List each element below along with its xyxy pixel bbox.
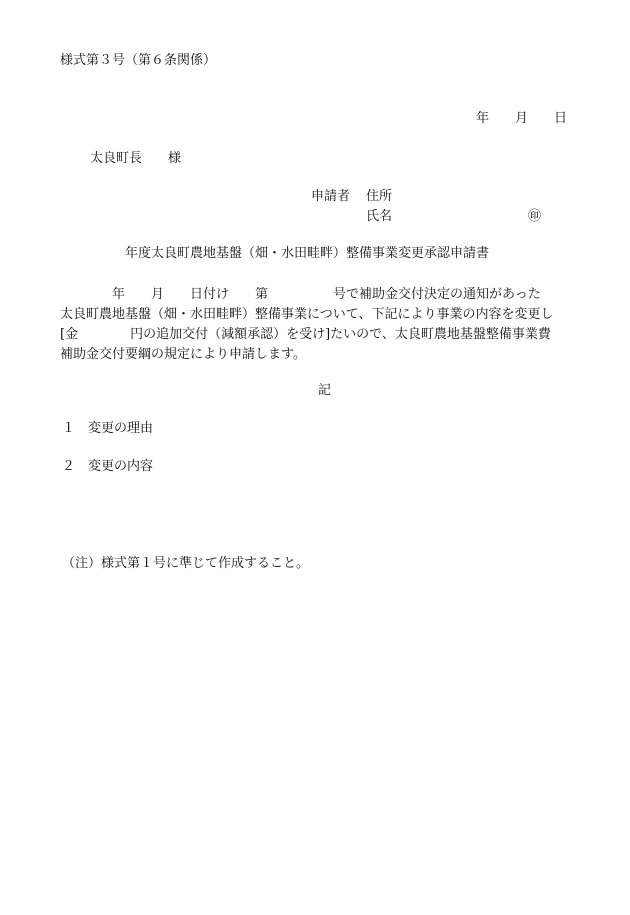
- document-title: 年度太良町農地基盤（畑・水田畦畔）整備事業変更承認申請書: [125, 246, 490, 261]
- body-line: 太良町農地基盤（畑・水田畦畔）整備事業について、下記により事業の内容を変更し: [60, 307, 554, 322]
- name-label: 氏名: [366, 209, 393, 224]
- applicant-block: [311, 190, 551, 226]
- ki-heading: 記: [318, 383, 332, 398]
- application-date: 年 月 日: [476, 111, 568, 126]
- list-item-content: ２ 変更の内容: [62, 459, 154, 474]
- body-line: 補助金交付要綱の規定により申請します。: [60, 347, 306, 362]
- address-label: 住所: [366, 189, 393, 204]
- body-line: 年 月 日付け 第 号で補助金交付決定の通知があった: [60, 287, 541, 302]
- footnote: （注）様式第１号に準じて作成すること。: [62, 556, 310, 571]
- applicant-label: 申請者: [311, 189, 351, 204]
- body-paragraph: [60, 285, 580, 365]
- body-line: [金 円の追加交付（減額承認）を受け]たいので、太良町農地基盤整備事業費: [60, 327, 551, 342]
- addressee: 太良町長 様: [90, 151, 182, 166]
- list-item-reason: １ 変更の理由: [62, 421, 154, 436]
- form-number: 様式第３号（第６条関係）: [60, 53, 217, 68]
- seal-mark: ㊞: [528, 209, 542, 224]
